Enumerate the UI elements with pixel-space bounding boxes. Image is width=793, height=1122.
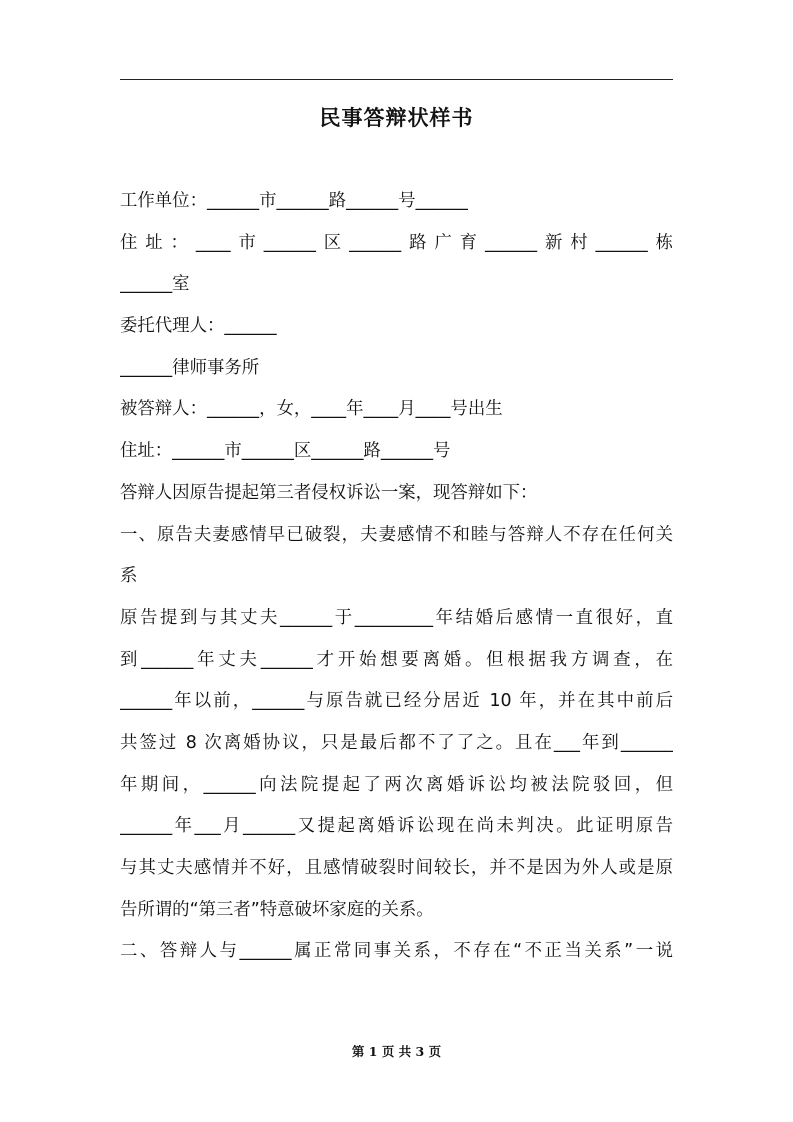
body-line: 原告提到与其丈夫______于_________年结婚后感情一直很好，直	[120, 607, 673, 628]
page-number-footer: 第 1 页 共 3 页	[351, 1044, 442, 1059]
body-line: 到______年丈夫______才开始想要离婚。但根据我方调查，在	[120, 649, 673, 670]
body-line: 与其丈夫感情并不好，且感情破裂时间较长，并不是因为外人或是原	[120, 858, 673, 878]
body-line: 住址：______市______区______路______号	[120, 441, 451, 462]
body-line: 告所谓的“第三者”特意破坏家庭的关系。	[120, 899, 434, 920]
body-line: ______律师事务所	[120, 357, 260, 378]
body-line: 一、原告夫妻感情早已破裂，夫妻感情不和睦与答辩人不存在任何关	[120, 524, 673, 545]
body-line: ______年以前，______与原告就已经分居近 10 年，并在其中前后	[120, 691, 673, 712]
body-line: 年期间，______向法院提起了两次离婚诉讼均被法院驳回，但	[120, 774, 673, 795]
body-line: 委托代理人：______	[120, 316, 277, 337]
document-body	[120, 181, 673, 973]
body-line: 系	[120, 566, 138, 587]
body-line: 工作单位：______市______路______号______	[120, 191, 468, 211]
body-line: 被答辩人：______，女，____年____月____号出生	[120, 399, 503, 420]
header-rule	[120, 79, 673, 80]
body-line: 答辩人因原告提起第三者侵权诉讼一案，现答辩如下：	[120, 482, 538, 503]
body-line: 住址：____市______区______路广育______新村______栋	[120, 232, 673, 253]
body-line: ______室	[120, 274, 190, 295]
body-line: ______年___月______又提起离婚诉讼现在尚未判决。此证明原告	[120, 816, 673, 837]
body-line: 共签过 8 次离婚协议，只是最后都不了了之。且在___年到______	[120, 732, 673, 753]
document-title: 民事答辩状样书	[319, 106, 474, 130]
body-line: 二、答辩人与______属正常同事关系，不存在“不正当关系”一说	[120, 941, 673, 962]
